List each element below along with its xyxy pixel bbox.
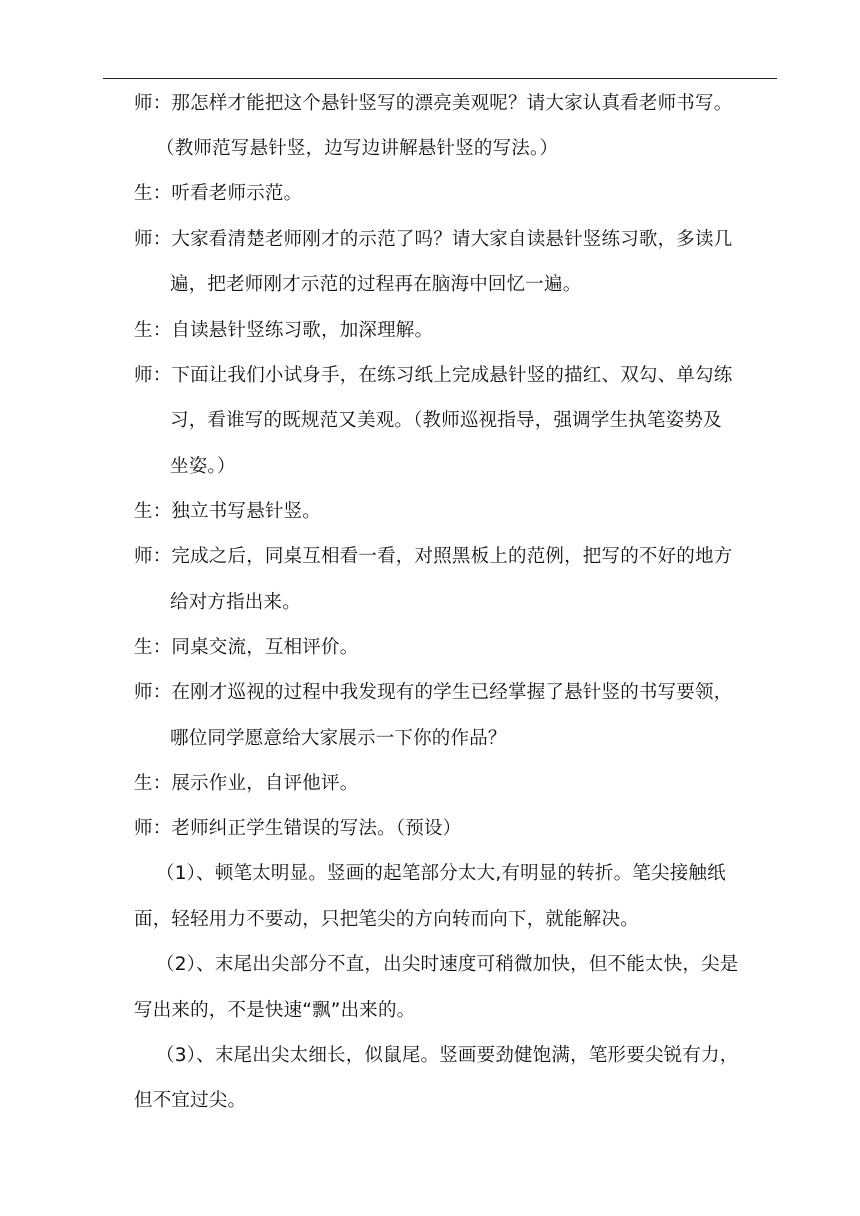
- paragraph-line: （教师范写悬针竖，边写边讲解悬针竖的写法。）: [156, 138, 559, 159]
- paragraph-line: 面，轻轻用力不要动，只把笔尖的方向转而向下，就能解决。: [134, 909, 639, 930]
- header-rule: [103, 78, 777, 79]
- paragraph-line: 写出来的，不是快速“飘”出来的。: [134, 1000, 416, 1021]
- paragraph-line: 生：自读悬针竖练习歌，加深理解。: [134, 320, 434, 341]
- paragraph-line: 哪位同学愿意给大家展示一下你的作品？: [170, 728, 507, 749]
- paragraph-line: 习，看谁写的既规范又美观。（教师巡视指导，强调学生执笔姿势及: [170, 410, 722, 431]
- paragraph-line: 师：下面让我们小试身手，在练习纸上完成悬针竖的描红、双勾、单勾练: [134, 365, 733, 386]
- paragraph-line: 但不宜过尖。: [134, 1090, 247, 1111]
- paragraph-line: （1）、顿笔太明显。竖画的起笔部分太大,有明显的转折。笔尖接触纸: [156, 863, 726, 884]
- paragraph-line: 给对方指出来。: [170, 592, 301, 613]
- paragraph-line: 生：展示作业，自评他评。: [134, 773, 359, 794]
- paragraph-line: 师：老师纠正学生错误的写法。（预设）: [134, 818, 462, 839]
- paragraph-line: 生：听看老师示范。: [134, 183, 303, 204]
- paragraph-line: 遍，把老师刚才示范的过程再在脑海中回忆一遍。: [170, 274, 582, 295]
- paragraph-line: 生：同桌交流，互相评价。: [134, 637, 359, 658]
- paragraph-line: 师：那怎样才能把这个悬针竖写的漂亮美观呢？请大家认真看老师书写。: [134, 93, 733, 114]
- paragraph-line: 坐姿。）: [170, 456, 236, 477]
- paragraph-line: （3）、末尾出尖太细长，似鼠尾。竖画要劲健饱满，笔形要尖锐有力，: [156, 1045, 739, 1066]
- paragraph-line: 生：独立书写悬针竖。: [134, 501, 322, 522]
- paragraph-line: 师：完成之后，同桌互相看一看，对照黑板上的范例，把写的不好的地方: [134, 546, 733, 567]
- paragraph-line: （2）、末尾出尖部分不直，出尖时速度可稍微加快，但不能太快，尖是: [156, 954, 739, 975]
- paragraph-line: 师：在刚才巡视的过程中我发现有的学生已经掌握了悬针竖的书写要领，: [134, 682, 733, 703]
- paragraph-line: 师：大家看清楚老师刚才的示范了吗？请大家自读悬针竖练习歌，多读几: [134, 229, 733, 250]
